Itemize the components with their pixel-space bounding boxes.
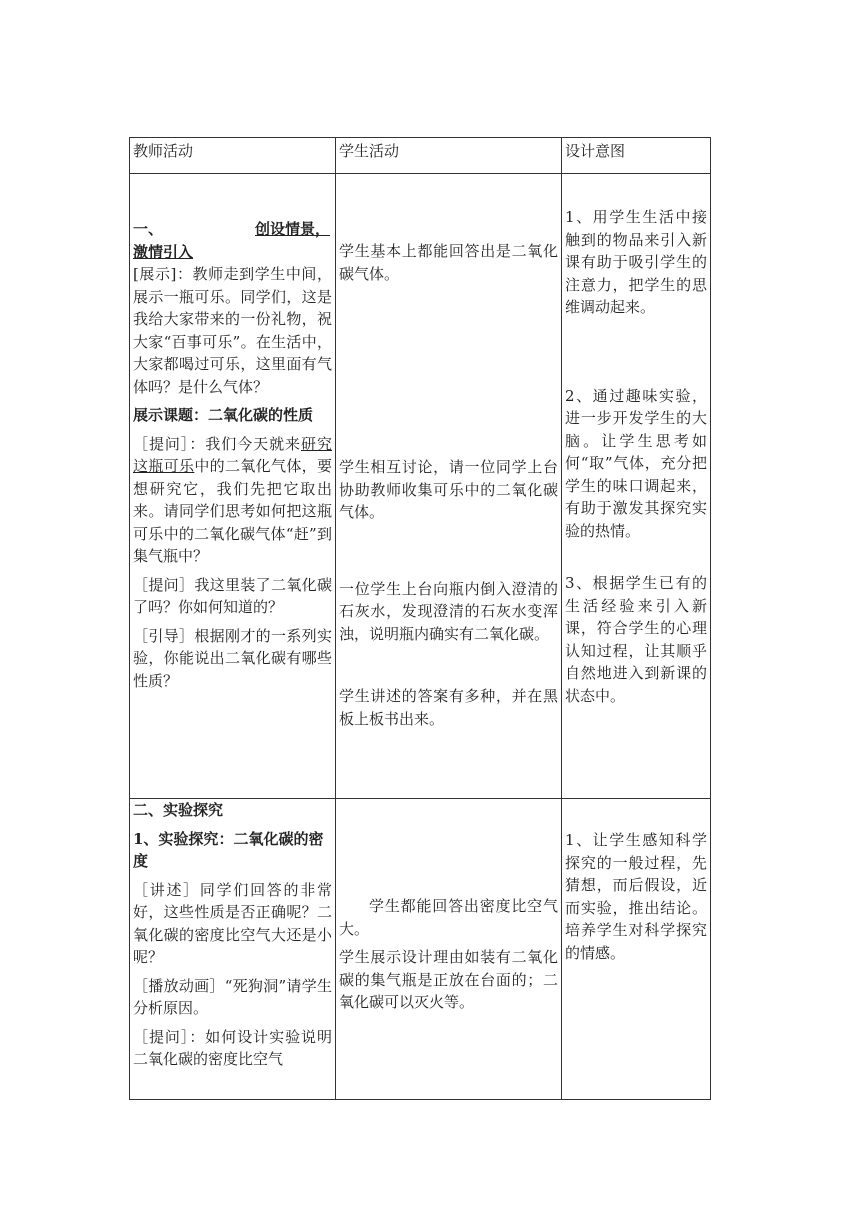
student-response-5: 学生都能回答出密度比空气大。: [339, 897, 558, 938]
intent-cell-1: [562, 174, 711, 799]
section-prefix: 一、: [133, 220, 164, 238]
header-row: [130, 138, 711, 174]
design-intent-1: 1、用学生生活中接触到的物品来引入新课有助于吸引学生的注意力，把学生的思维调动起来。: [565, 208, 707, 316]
table-row: [130, 174, 711, 799]
student-response-1: 学生基本上都能回答出是二氧化碳气体。: [339, 242, 558, 283]
header-design-intent: 设计意图: [562, 138, 711, 174]
question-3: ［提问］：如何设计实验说明二氧化碳的密度比空气: [133, 1027, 332, 1068]
section-heading-1: [133, 218, 332, 263]
student-response-3: 一位学生上台向瓶内倒入澄清的石灰水，发现澄清的石灰水变浑浊，说明瓶内确实有二氧化碳。: [339, 579, 558, 643]
show-text: [展示]：教师走到学生中间，展示一瓶可乐。同学们，这是我给大家带来的一份礼物，祝大家“百事可乐”。在生活中，大家都喝过可乐，这里面有气体吗？是什么气体？: [133, 265, 332, 396]
question-2: ［提问］我这里装了二氧化碳了吗？你如何知道的？: [133, 575, 332, 616]
header-student-activity: 学生活动: [336, 138, 562, 174]
intent-cell-2: [562, 799, 711, 1100]
question-1-underlined: 研究这瓶可乐: [133, 434, 332, 475]
teacher-cell-1: [130, 174, 336, 799]
student-cell-1: [336, 174, 562, 799]
student-response-6: 学生展示设计理由如装有二氧化碳的集气瓶是正放在台面的；二氧化碳可以灭火等。: [339, 948, 558, 1011]
section-title: 创设情景，激情引入: [133, 220, 331, 261]
header-teacher-activity: 教师活动: [130, 138, 336, 174]
lesson-plan-table: [129, 137, 711, 1100]
student-response-2: 学生相互讨论，请一位同学上台协助教师收集可乐中的二氧化碳气体。: [339, 458, 558, 521]
animation-text: ［播放动画］“死狗洞”请学生分析原因。: [133, 976, 332, 1017]
table-row: [130, 799, 711, 1100]
section-heading-2: 二、实验探究: [133, 801, 224, 819]
guide-text: ［引导］根据刚才的一系列实验，你能说出二氧化碳有哪些性质？: [133, 626, 332, 690]
question-1-part-a: ［提问］：我们今天就来: [133, 434, 302, 453]
narration-text: ［讲述］同学们回答的非常好，这些性质是否正确呢？二氧化碳的密度比空气大还是小呢？: [133, 880, 332, 966]
student-response-4: 学生讲述的答案有多种，并在黑板上板书出来。: [339, 687, 558, 728]
teacher-cell-2: [130, 799, 336, 1100]
design-intent-4: 1、让学生感知科学探究的一般过程，先猜想，而后假设，近而实验，推出结论。培养学生对科学探究的情感。: [565, 831, 707, 962]
design-intent-3: 3、根据学生已有的生活经验来引入新课，符合学生的心理认知过程，让其顺乎自然地进入到新课的状态中。: [565, 574, 707, 705]
subsection-heading: 1、实验探究：二氧化碳的密度: [133, 829, 324, 870]
student-cell-2: [336, 799, 562, 1100]
topic-title: 展示课题：二氧化碳的性质: [133, 406, 314, 424]
question-1-part-b: 中的二氧化气体，要想研究它，我们先把它取出来。请同学们思考如何把这瓶可乐中的二氧化碳气体“赶”到集气瓶中？: [133, 457, 332, 565]
question-1: [133, 433, 332, 568]
design-intent-2: 2、通过趣味实验，进一步开发学生的大脑。让学生思考如何“取”气体，充分把学生的味口调起来，有助于激发其探究实验的热情。: [565, 386, 707, 540]
